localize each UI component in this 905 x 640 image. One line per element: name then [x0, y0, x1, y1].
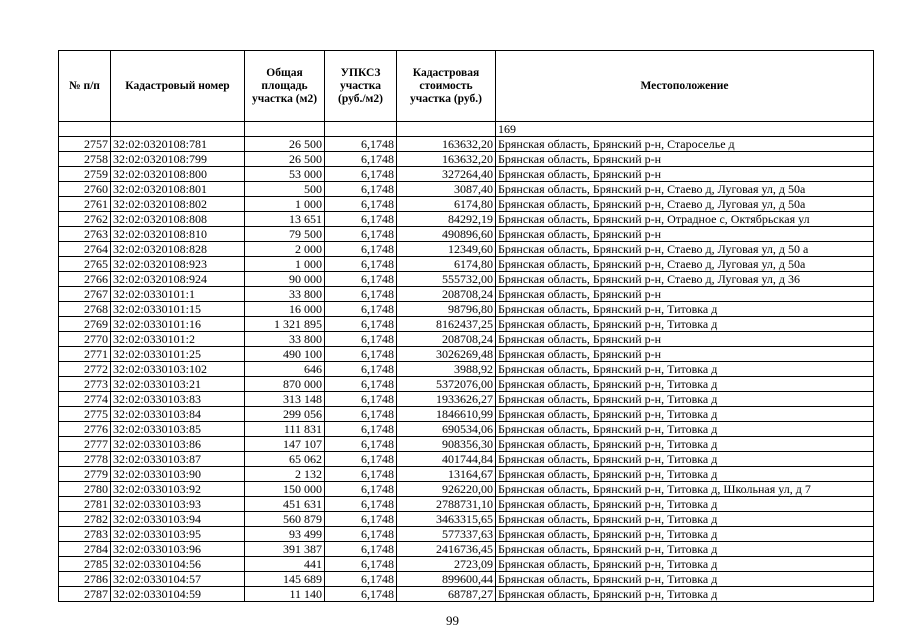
row-number: 2758 — [59, 152, 111, 167]
cadastral-cost: 1846610,99 — [397, 407, 496, 422]
cadastral-number: 32:02:0330103:94 — [111, 512, 245, 527]
table-row — [59, 197, 874, 212]
header-upksz: УПКСЗ участка (руб./м2) — [325, 51, 397, 122]
location: Брянская область, Брянский р-н, Титовка д — [496, 362, 874, 377]
table-row — [59, 437, 874, 452]
land-area: 111 831 — [245, 422, 325, 437]
table-row — [59, 527, 874, 542]
land-area: 90 000 — [245, 272, 325, 287]
upksz-value: 6,1748 — [325, 302, 397, 317]
land-area: 560 879 — [245, 512, 325, 527]
land-area: 65 062 — [245, 452, 325, 467]
upksz-value: 6,1748 — [325, 512, 397, 527]
cadastral-cost: 84292,19 — [397, 212, 496, 227]
location: Брянская область, Брянский р-н, Староселье д — [496, 137, 874, 152]
header-location: Местоположение — [496, 51, 874, 122]
table-row — [59, 242, 874, 257]
location: Брянская область, Брянский р-н, Отрадное с, Октябрьская ул — [496, 212, 874, 227]
subheader-empty — [245, 122, 325, 137]
land-area: 11 140 — [245, 587, 325, 602]
cadastral-cost: 2723,09 — [397, 557, 496, 572]
row-number: 2776 — [59, 422, 111, 437]
land-area: 16 000 — [245, 302, 325, 317]
land-area: 79 500 — [245, 227, 325, 242]
row-number: 2767 — [59, 287, 111, 302]
cadastral-cost: 3463315,65 — [397, 512, 496, 527]
cadastral-number: 32:02:0330104:56 — [111, 557, 245, 572]
row-number: 2772 — [59, 362, 111, 377]
table-row — [59, 377, 874, 392]
cadastral-cost: 163632,20 — [397, 152, 496, 167]
row-number: 2780 — [59, 482, 111, 497]
table-row — [59, 227, 874, 242]
land-area: 26 500 — [245, 137, 325, 152]
cadastral-cost: 327264,40 — [397, 167, 496, 182]
row-number: 2761 — [59, 197, 111, 212]
cadastral-cost: 908356,30 — [397, 437, 496, 452]
location: Брянская область, Брянский р-н, Титовка д — [496, 317, 874, 332]
land-area: 145 689 — [245, 572, 325, 587]
row-number: 2759 — [59, 167, 111, 182]
table-row — [59, 332, 874, 347]
row-number: 2764 — [59, 242, 111, 257]
land-area: 2 000 — [245, 242, 325, 257]
cadastral-cost: 690534,06 — [397, 422, 496, 437]
row-number: 2778 — [59, 452, 111, 467]
row-number: 2783 — [59, 527, 111, 542]
table-row — [59, 257, 874, 272]
upksz-value: 6,1748 — [325, 197, 397, 212]
land-area: 313 148 — [245, 392, 325, 407]
cadastral-cost: 926220,00 — [397, 482, 496, 497]
upksz-value: 6,1748 — [325, 422, 397, 437]
cadastral-cost: 6174,80 — [397, 257, 496, 272]
land-area: 13 651 — [245, 212, 325, 227]
location: Брянская область, Брянский р-н, Титовка д — [496, 527, 874, 542]
row-number: 2787 — [59, 587, 111, 602]
cadastral-cost: 899600,44 — [397, 572, 496, 587]
cadastral-number: 32:02:0320108:781 — [111, 137, 245, 152]
subheader-empty — [397, 122, 496, 137]
cadastral-cost: 98796,80 — [397, 302, 496, 317]
land-area: 147 107 — [245, 437, 325, 452]
row-number: 2760 — [59, 182, 111, 197]
cadastral-number: 32:02:0330103:85 — [111, 422, 245, 437]
land-area: 646 — [245, 362, 325, 377]
table-row — [59, 467, 874, 482]
cadastral-number: 32:02:0330103:86 — [111, 437, 245, 452]
cadastral-cost: 577337,63 — [397, 527, 496, 542]
cadastral-number: 32:02:0320108:810 — [111, 227, 245, 242]
upksz-value: 6,1748 — [325, 227, 397, 242]
land-area: 26 500 — [245, 152, 325, 167]
cadastral-cost: 401744,84 — [397, 452, 496, 467]
subheader-row — [59, 122, 874, 137]
land-area: 1 321 895 — [245, 317, 325, 332]
table-row — [59, 422, 874, 437]
cadastral-cost: 6174,80 — [397, 197, 496, 212]
location: Брянская область, Брянский р-н — [496, 227, 874, 242]
cadastral-number: 32:02:0320108:808 — [111, 212, 245, 227]
header-area: Общая площадь участка (м2) — [245, 51, 325, 122]
row-number: 2757 — [59, 137, 111, 152]
land-area: 870 000 — [245, 377, 325, 392]
location: Брянская область, Брянский р-н, Титовка д — [496, 302, 874, 317]
cadastral-number: 32:02:0320108:802 — [111, 197, 245, 212]
header-cadastral-number: Кадастровый номер — [111, 51, 245, 122]
row-number: 2766 — [59, 272, 111, 287]
upksz-value: 6,1748 — [325, 497, 397, 512]
row-number: 2779 — [59, 467, 111, 482]
table-row — [59, 167, 874, 182]
location: Брянская область, Брянский р-н, Титовка д — [496, 452, 874, 467]
cadastral-number: 32:02:0320108:924 — [111, 272, 245, 287]
location: Брянская область, Брянский р-н, Титовка д — [496, 512, 874, 527]
cadastral-number: 32:02:0330103:96 — [111, 542, 245, 557]
row-number: 2771 — [59, 347, 111, 362]
location: Брянская область, Брянский р-н, Титовка д — [496, 587, 874, 602]
land-area: 391 387 — [245, 542, 325, 557]
upksz-value: 6,1748 — [325, 362, 397, 377]
table-row — [59, 542, 874, 557]
location: Брянская область, Брянский р-н, Титовка д — [496, 422, 874, 437]
location: Брянская область, Брянский р-н, Стаево д, Луговая ул, д 36 — [496, 272, 874, 287]
table-row — [59, 497, 874, 512]
location: Брянская область, Брянский р-н, Стаево д, Луговая ул, д 50а — [496, 257, 874, 272]
cadastral-cost: 3988,92 — [397, 362, 496, 377]
location: Брянская область, Брянский р-н, Титовка д — [496, 497, 874, 512]
upksz-value: 6,1748 — [325, 347, 397, 362]
land-area: 33 800 — [245, 332, 325, 347]
land-area: 150 000 — [245, 482, 325, 497]
land-area: 490 100 — [245, 347, 325, 362]
location: Брянская область, Брянский р-н, Титовка д — [496, 572, 874, 587]
row-number: 2774 — [59, 392, 111, 407]
cadastral-cost: 2788731,10 — [397, 497, 496, 512]
upksz-value: 6,1748 — [325, 392, 397, 407]
land-area: 53 000 — [245, 167, 325, 182]
location: Брянская область, Брянский р-н, Титовка д — [496, 377, 874, 392]
cadastral-cost: 68787,27 — [397, 587, 496, 602]
table-row — [59, 272, 874, 287]
cadastral-number: 32:02:0330103:93 — [111, 497, 245, 512]
upksz-value: 6,1748 — [325, 377, 397, 392]
table-row — [59, 407, 874, 422]
upksz-value: 6,1748 — [325, 317, 397, 332]
row-number: 2781 — [59, 497, 111, 512]
row-number: 2770 — [59, 332, 111, 347]
upksz-value: 6,1748 — [325, 272, 397, 287]
cadastral-cost: 208708,24 — [397, 332, 496, 347]
cadastral-number: 32:02:0320108:799 — [111, 152, 245, 167]
location: Брянская область, Брянский р-н — [496, 332, 874, 347]
land-area: 33 800 — [245, 287, 325, 302]
table-row — [59, 317, 874, 332]
row-number: 2773 — [59, 377, 111, 392]
row-number: 2786 — [59, 572, 111, 587]
cadastral-cost: 163632,20 — [397, 137, 496, 152]
land-area: 93 499 — [245, 527, 325, 542]
upksz-value: 6,1748 — [325, 452, 397, 467]
cadastral-cost: 208708,24 — [397, 287, 496, 302]
table-row — [59, 152, 874, 167]
table-row — [59, 512, 874, 527]
cadastral-cost: 12349,60 — [397, 242, 496, 257]
header-row — [59, 51, 874, 122]
subheader-code: 169 — [496, 122, 874, 137]
row-number: 2768 — [59, 302, 111, 317]
upksz-value: 6,1748 — [325, 482, 397, 497]
location: Брянская область, Брянский р-н, Титовка д, Школьная ул, д 7 — [496, 482, 874, 497]
header-cadastral-cost: Кадастровая стоимость участка (руб.) — [397, 51, 496, 122]
table-row — [59, 137, 874, 152]
table-row — [59, 347, 874, 362]
table-row — [59, 212, 874, 227]
header-num: № п/п — [59, 51, 111, 122]
upksz-value: 6,1748 — [325, 137, 397, 152]
row-number: 2784 — [59, 542, 111, 557]
cadastral-table — [58, 50, 874, 602]
row-number: 2765 — [59, 257, 111, 272]
cadastral-cost: 2416736,45 — [397, 542, 496, 557]
upksz-value: 6,1748 — [325, 542, 397, 557]
row-number: 2777 — [59, 437, 111, 452]
location: Брянская область, Брянский р-н — [496, 167, 874, 182]
land-area: 299 056 — [245, 407, 325, 422]
cadastral-number: 32:02:0320108:923 — [111, 257, 245, 272]
cadastral-number: 32:02:0330104:57 — [111, 572, 245, 587]
cadastral-cost: 8162437,25 — [397, 317, 496, 332]
row-number: 2782 — [59, 512, 111, 527]
cadastral-number: 32:02:0320108:800 — [111, 167, 245, 182]
upksz-value: 6,1748 — [325, 242, 397, 257]
table-row — [59, 392, 874, 407]
cadastral-number: 32:02:0330103:21 — [111, 377, 245, 392]
cadastral-number: 32:02:0330103:87 — [111, 452, 245, 467]
cadastral-number: 32:02:0320108:801 — [111, 182, 245, 197]
location: Брянская область, Брянский р-н, Титовка д — [496, 407, 874, 422]
cadastral-cost: 1933626,27 — [397, 392, 496, 407]
table-row — [59, 182, 874, 197]
upksz-value: 6,1748 — [325, 572, 397, 587]
upksz-value: 6,1748 — [325, 287, 397, 302]
upksz-value: 6,1748 — [325, 182, 397, 197]
cadastral-cost: 3026269,48 — [397, 347, 496, 362]
row-number: 2763 — [59, 227, 111, 242]
table-row — [59, 452, 874, 467]
land-area: 451 631 — [245, 497, 325, 512]
table-row — [59, 587, 874, 602]
page-number: 99 — [446, 613, 459, 628]
location: Брянская область, Брянский р-н — [496, 287, 874, 302]
upksz-value: 6,1748 — [325, 587, 397, 602]
land-area: 500 — [245, 182, 325, 197]
land-area: 441 — [245, 557, 325, 572]
subheader-empty — [59, 122, 111, 137]
cadastral-number: 32:02:0330101:1 — [111, 287, 245, 302]
cadastral-number: 32:02:0330103:84 — [111, 407, 245, 422]
row-number: 2769 — [59, 317, 111, 332]
cadastral-number: 32:02:0330104:59 — [111, 587, 245, 602]
table-row — [59, 287, 874, 302]
upksz-value: 6,1748 — [325, 152, 397, 167]
upksz-value: 6,1748 — [325, 437, 397, 452]
cadastral-number: 32:02:0330103:90 — [111, 467, 245, 482]
row-number: 2785 — [59, 557, 111, 572]
location: Брянская область, Брянский р-н, Титовка д — [496, 557, 874, 572]
land-area: 1 000 — [245, 197, 325, 212]
cadastral-cost: 555732,00 — [397, 272, 496, 287]
table-row — [59, 482, 874, 497]
cadastral-cost: 5372076,00 — [397, 377, 496, 392]
table-row — [59, 557, 874, 572]
table-row — [59, 362, 874, 377]
cadastral-number: 32:02:0330103:83 — [111, 392, 245, 407]
cadastral-cost: 3087,40 — [397, 182, 496, 197]
upksz-value: 6,1748 — [325, 332, 397, 347]
cadastral-number: 32:02:0330101:16 — [111, 317, 245, 332]
cadastral-number: 32:02:0330101:2 — [111, 332, 245, 347]
location: Брянская область, Брянский р-н, Титовка д — [496, 437, 874, 452]
location: Брянская область, Брянский р-н, Стаево д, Луговая ул, д 50 а — [496, 242, 874, 257]
upksz-value: 6,1748 — [325, 212, 397, 227]
subheader-empty — [111, 122, 245, 137]
location: Брянская область, Брянский р-н, Стаево д, Луговая ул, д 50а — [496, 182, 874, 197]
row-number: 2775 — [59, 407, 111, 422]
row-number: 2762 — [59, 212, 111, 227]
upksz-value: 6,1748 — [325, 167, 397, 182]
upksz-value: 6,1748 — [325, 407, 397, 422]
location: Брянская область, Брянский р-н, Титовка д — [496, 467, 874, 482]
upksz-value: 6,1748 — [325, 557, 397, 572]
land-area: 1 000 — [245, 257, 325, 272]
location: Брянская область, Брянский р-н — [496, 347, 874, 362]
upksz-value: 6,1748 — [325, 527, 397, 542]
land-area: 2 132 — [245, 467, 325, 482]
cadastral-number: 32:02:0330103:102 — [111, 362, 245, 377]
location: Брянская область, Брянский р-н, Титовка д — [496, 542, 874, 557]
subheader-empty — [325, 122, 397, 137]
cadastral-number: 32:02:0330101:15 — [111, 302, 245, 317]
table-row — [59, 302, 874, 317]
location: Брянская область, Брянский р-н, Титовка д — [496, 392, 874, 407]
cadastral-number: 32:02:0330103:95 — [111, 527, 245, 542]
cadastral-number: 32:02:0320108:828 — [111, 242, 245, 257]
cadastral-number: 32:02:0330103:92 — [111, 482, 245, 497]
cadastral-cost: 13164,67 — [397, 467, 496, 482]
upksz-value: 6,1748 — [325, 257, 397, 272]
location: Брянская область, Брянский р-н, Стаево д, Луговая ул, д 50а — [496, 197, 874, 212]
upksz-value: 6,1748 — [325, 467, 397, 482]
cadastral-cost: 490896,60 — [397, 227, 496, 242]
location: Брянская область, Брянский р-н — [496, 152, 874, 167]
table-row — [59, 572, 874, 587]
cadastral-number: 32:02:0330101:25 — [111, 347, 245, 362]
